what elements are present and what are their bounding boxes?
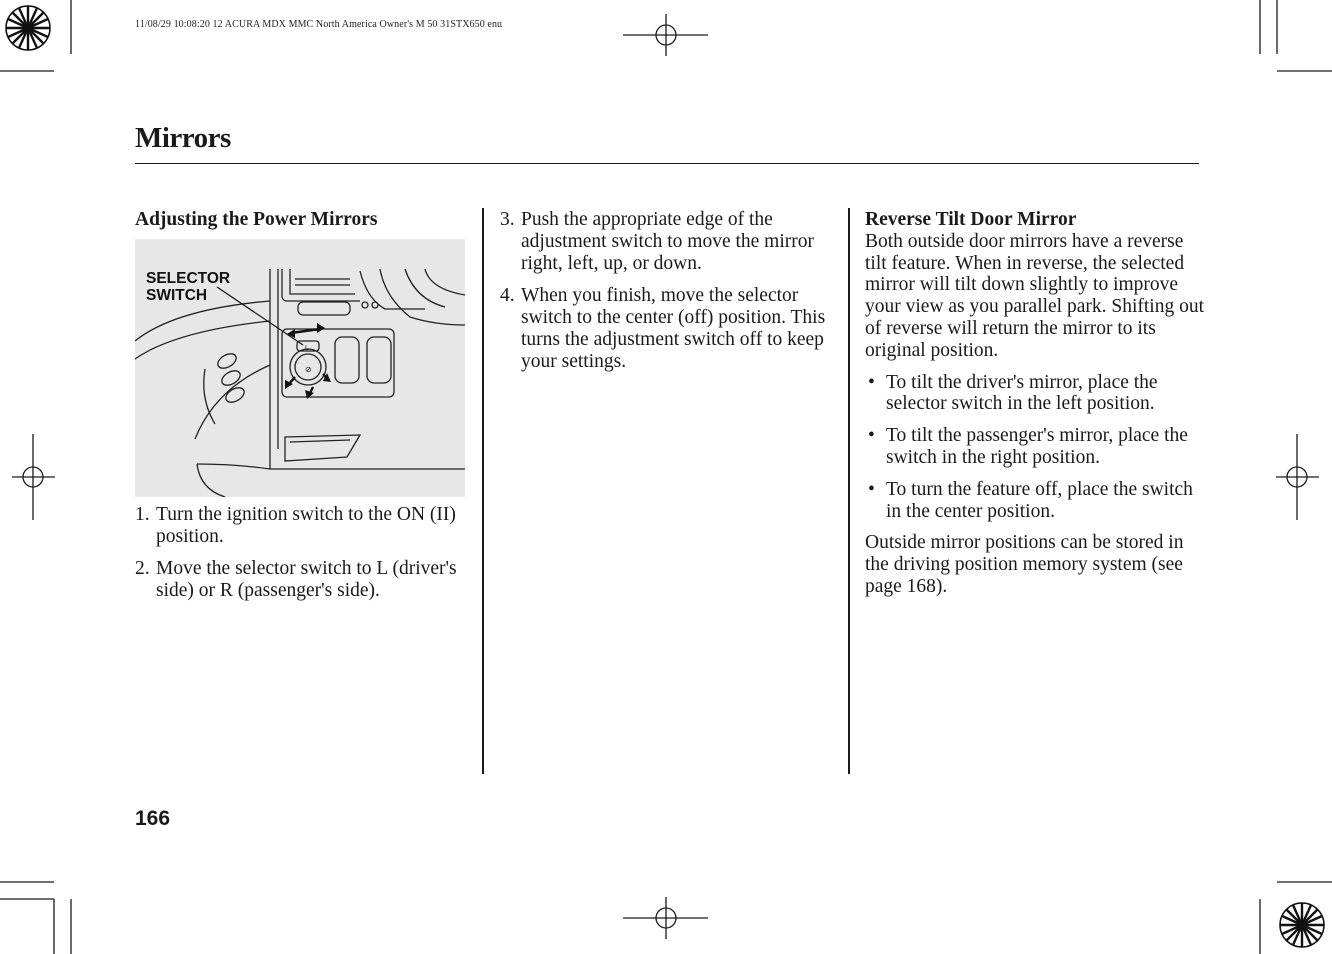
section-heading: Reverse Tilt Door Mirror xyxy=(865,209,1077,230)
svg-text:⊘: ⊘ xyxy=(305,364,312,374)
bullet-text: To tilt the passenger's mirror, place the switch in the right position. xyxy=(886,425,1188,468)
intro-paragraph: Both outside door mirrors have a reverse tilt feature. When in reverse, the selected mirror will tilt down slightly to improve your view as you parallel park. Shifting out of reverse will return the mirror to its original position. xyxy=(865,230,1205,361)
list-item xyxy=(500,285,838,372)
bullet-list xyxy=(865,372,1205,523)
step-list xyxy=(500,209,838,373)
list-item xyxy=(135,558,470,602)
print-header: 11/08/29 10:08:20 12 ACURA MDX MMC North America Owner's M 50 31STX650 enu xyxy=(135,19,503,30)
step-text: Turn the ignition switch to the ON (II) position. xyxy=(156,503,456,547)
list-item xyxy=(500,209,838,274)
left-column xyxy=(135,209,470,613)
step-number: 4. xyxy=(500,285,515,307)
step-text: Move the selector switch to L (driver's side) or R (passenger's side). xyxy=(156,558,457,602)
step-number: 3. xyxy=(500,209,515,230)
selector-switch-illustration xyxy=(135,239,465,497)
section-heading: Adjusting the Power Mirrors xyxy=(135,209,378,230)
registration-star-icon xyxy=(6,6,50,50)
step-number: 2. xyxy=(135,558,150,580)
bullet-text: To tilt the driver's mirror, place the selector switch in the left position. xyxy=(886,371,1158,415)
figure-label-line: SWITCH xyxy=(146,286,208,304)
bullet-icon: • xyxy=(868,425,875,447)
list-item xyxy=(865,372,1205,416)
figure-label xyxy=(146,270,230,304)
list-item xyxy=(865,425,1205,469)
step-list xyxy=(135,504,470,602)
registration-star-icon xyxy=(1280,903,1324,947)
bullet-icon: • xyxy=(868,478,875,500)
column-divider xyxy=(848,208,850,774)
page-title: Mirrors xyxy=(135,122,231,154)
page-number: 166 xyxy=(135,807,171,830)
bullet-icon: • xyxy=(868,371,875,393)
figure-label-line: SELECTOR xyxy=(146,269,231,287)
title-rule xyxy=(135,163,1199,164)
list-item xyxy=(865,479,1205,523)
svg-text:L: L xyxy=(305,344,309,352)
closing-paragraph: Outside mirror positions can be stored in the driving position memory system (see page 168). xyxy=(865,532,1184,597)
list-item xyxy=(135,504,470,548)
step-number: 1. xyxy=(135,503,150,525)
middle-column xyxy=(500,209,838,384)
step-text: When you finish, move the selector switch to the center (off) position. This turns the adjustment switch off to keep your settings. xyxy=(521,285,826,372)
column-divider xyxy=(482,208,484,774)
step-text: Push the appropriate edge of the adjustment switch to move the mirror right, left, up, or down. xyxy=(521,209,814,274)
bullet-text: To turn the feature off, place the switch in the center position. xyxy=(886,478,1193,522)
right-column xyxy=(865,209,1205,598)
